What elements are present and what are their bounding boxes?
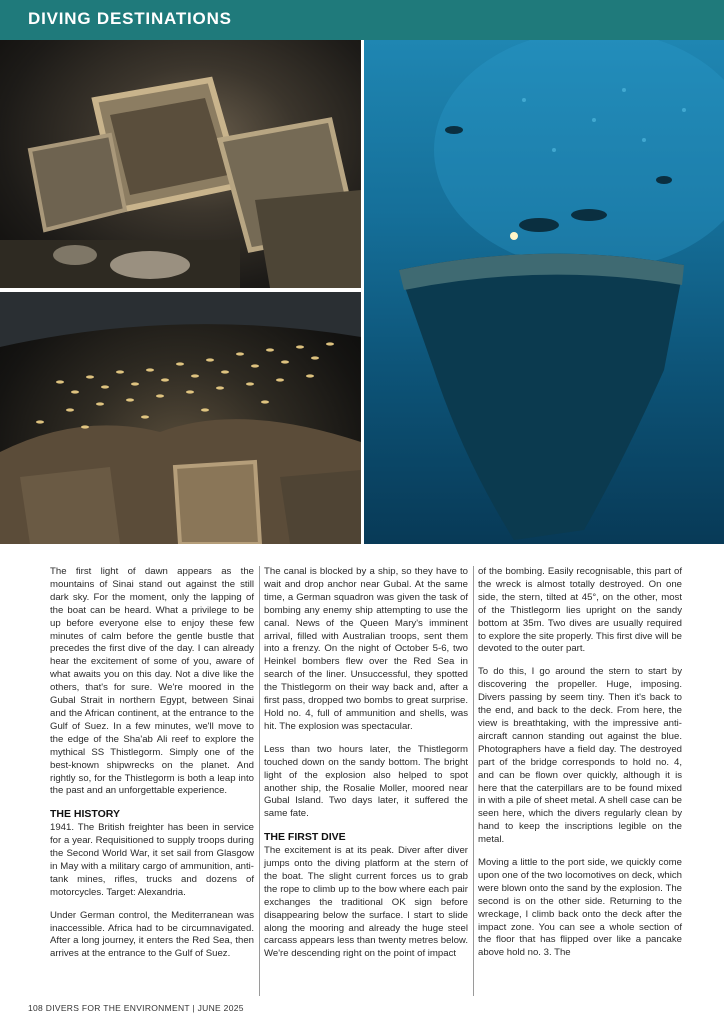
issue-date: JUNE 2025 [197, 1003, 244, 1013]
crates-illustration [0, 40, 361, 288]
paragraph: To do this, I go around the stern to start by discovering the propeller. Huge, imposing. Divers passing by seem tiny. Then it's back to the end, and back to the deck. From here, the view is breathtaking, with the impressive anti-aircraft cannon standing out against the blue. Photographers have a field day. The destroyed part of the bridge corresponds to hold no. 4, and can be flown over quickly, although it is here that the caterpillars are to be found mixed in with a pile of sheet metal. A shell case can be seen here, which the divers regularly clean by hand to keep the inscriptions legible on the metal. [478, 666, 682, 846]
footer-separator: | [192, 1003, 195, 1013]
photo-wreck-crates [0, 40, 361, 288]
photo-glassfish-hold [0, 292, 361, 544]
paragraph: Under German control, the Mediterranean was inaccessible. Africa had to be circumnavigated. After a long journey, it enters the Red Sea, then arrives at the entrance to the Gulf of Suez. [50, 909, 254, 960]
section-title: DIVING DESTINATIONS [28, 9, 232, 28]
wreck-illustration [364, 40, 724, 544]
article-column-3 [478, 566, 682, 970]
page-footer [28, 1003, 244, 1013]
page-number: 108 [28, 1003, 44, 1013]
column-divider [473, 566, 474, 996]
article-column-1 [50, 566, 254, 971]
paragraph: Less than two hours later, the Thistlegorm touched down on the sandy bottom. The bright light of the explosion also helped to spot another ship, the Rosalie Moller, moored near Gubal Island. Two days later, it suffered the same fate. [264, 743, 468, 820]
paragraph: 1941. The British freighter has been in service for a year. Requisitioned to supply troops during the Second World War, it set sail from Glasgow in May with a military cargo of ammunition, anti-tank mines, rifles, trucks and dozens of motorcycles. Target: Alexandria. [50, 822, 254, 898]
paragraph: Moving a little to the port side, we quickly come upon one of the two locomotives on deck, which were blown onto the sand by the explosion. The second is on the other side. Returning to the wreckage, I climb back onto the deck after the impact zone. You can see a whole section of the floor that has flipped over like a pancake above hold no. 3. The [478, 857, 682, 959]
photo-divers-stern [364, 40, 724, 544]
section-header [0, 0, 724, 40]
article-body [50, 566, 698, 996]
paragraph: The first light of dawn appears as the mountains of Sinai stand out against the still dark sky. For the moment, only the lapping of the boat can be heard. What a privilege to be up before everyone else to enjoy these few minutes of calm before the gentle bustle that precedes the first dive of the day. I can already hear the excitement of some of you, aware of what awaits you on this day. Not a dive like the others, that's for sure. We're moored in the Gubal Strait in northern Egypt, between Sinai and the African continent, at the entrance to the Gulf of Suez. In a few minutes, we'll move to the edge of the Sha'ab Ali reef to explore the mythical SS Thistlegorm. Simply one of the best-known shipwrecks on the planet. And rightly so, for the Thistlegorm is both a leap into the past and an unforgettable experience. [50, 566, 254, 797]
paragraph: The excitement is at its peak. Diver after diver jumps onto the diving platform at the stern of the boat. The slight current forces us to grab the rope to climb up to the bow where each pair exchanges the traditional OK sign before disappearing below the surface. I start to slide along the mooring and already the huge steel carcass appears less than twenty metres below. We're descending right on the point of impact [264, 845, 468, 960]
paragraph: of the bombing. Easily recognisable, this part of the wreck is almost totally destroyed. On one side, the stern, tilted at 45°, on the other, most of the Thistlegorm lies upright on the sandy bottom at 35m. Two dives are usually required to explore the site properly. This first dive will be devoted to the outer part. [478, 566, 682, 655]
column-divider [259, 566, 260, 996]
subheading-history: THE HISTORY [50, 808, 121, 821]
magazine-name: DIVERS FOR THE ENVIRONMENT [45, 1003, 190, 1013]
article-column-2 [264, 566, 468, 971]
subheading-first-dive: THE FIRST DIVE [264, 831, 346, 844]
glassfish-illustration [0, 292, 361, 544]
paragraph: The canal is blocked by a ship, so they have to wait and drop anchor near Gubal. At the same time, a German squadron was given the task of bombing any enemy ship attempting to use the canal. News of the Queen Mary's imminent arrival, filled with Australian troops, sent them into a frenzy. On the night of October 5-6, two Heinkel bombers flew over the Red Sea in search of the liner. Unsuccessful, they spotted the Thistlegorm on their way back and, after a first pass, dropped two bombs to great surprise. Hold no. 4, full of ammunition and shells, was hit. The explosion was spectacular. [264, 566, 468, 732]
